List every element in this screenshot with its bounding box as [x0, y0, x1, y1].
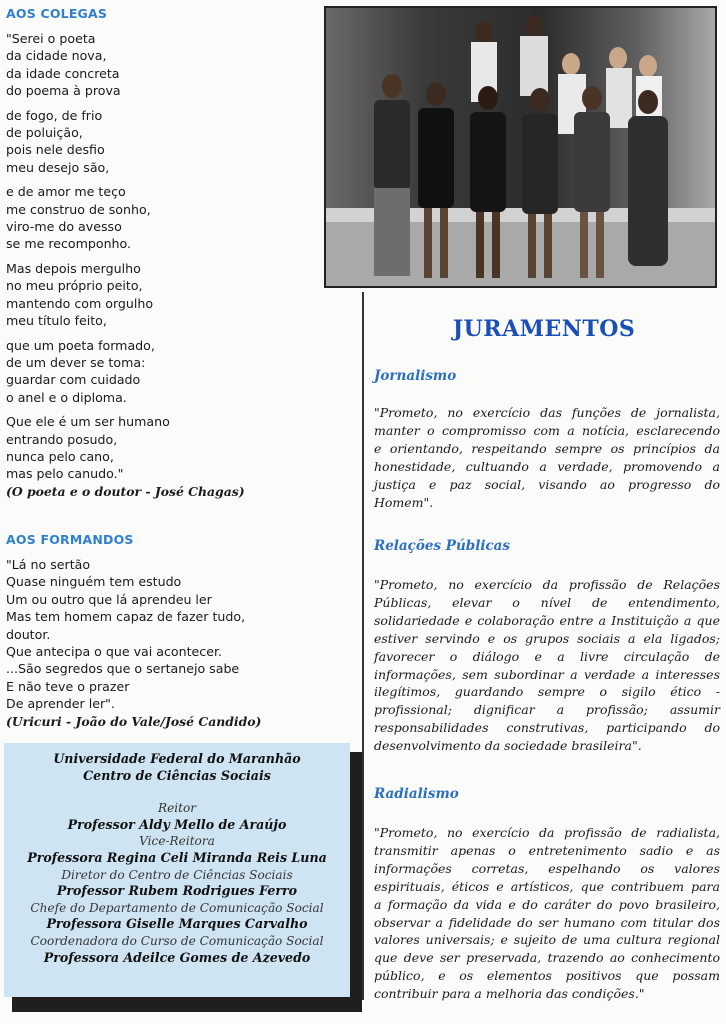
aos-colegas-heading: AOS COLEGAS — [6, 6, 108, 21]
section-heading-radialismo: Radialismo — [374, 786, 459, 802]
poem-line: mantendo com orgulho — [6, 295, 154, 311]
oath-line: justiça e paz social, visando ao progresso do — [374, 476, 720, 492]
oath-line: Homem". — [374, 494, 434, 510]
oath-line: Públicas, elevar o nível de entendimento, — [374, 594, 720, 610]
poem-line: de poluição, — [6, 125, 83, 141]
credit-role: Diretor do Centro de Ciências Sociais — [61, 867, 293, 882]
poem-line: da idade concreta — [6, 65, 120, 81]
poem-line: De aprender ler". — [6, 696, 115, 712]
poem-line: no meu próprio peito, — [6, 278, 143, 294]
poem-line: me construo de sonho, — [6, 201, 151, 217]
poem-line: entrando posudo, — [6, 431, 118, 447]
oath-line: ilegítimos, guardando sempre o sigilo ético - — [374, 684, 720, 700]
center-name: Centro de Ciências Sociais — [83, 767, 271, 783]
poem-attribution: (O poeta e o doutor - José Chagas) — [6, 483, 245, 499]
credit-person: Professora Adeilce Gomes de Azevedo — [43, 949, 311, 965]
oath-line: informações corretas, espelhando os valores — [374, 860, 720, 876]
poem-line: meu título feito, — [6, 313, 107, 329]
section-heading-relacoes-publicas: Relações Públicas — [374, 538, 511, 554]
university-name: Universidade Federal do Maranhão — [53, 751, 301, 766]
page-title: JURAMENTOS — [452, 316, 636, 342]
poem-line: viro-me do avesso — [6, 219, 122, 235]
poem-stanza — [6, 183, 245, 253]
credit-role: Chefe do Departamento de Comunicação Social — [30, 900, 324, 915]
poem-line: "Serei o poeta — [6, 31, 96, 46]
oath-line: e orientando, respeitando sempre os princípios da — [374, 440, 720, 456]
aos-formandos-heading: AOS FORMANDOS — [6, 532, 134, 547]
oath-line: "Prometo, no exercício da profissão de Relações — [374, 577, 720, 592]
credit-role: Reitor — [157, 801, 197, 816]
group-photo — [324, 6, 717, 288]
oath-radialismo — [374, 824, 720, 1003]
credit-person: Professor Aldy Mello de Araújo — [67, 816, 287, 832]
poem-line: de fogo, de frio — [6, 107, 103, 123]
poem-line: Mas depois mergulho — [6, 260, 141, 276]
poem-line: e de amor me teço — [6, 184, 126, 200]
oath-line: estiver servindo e os grupos sociais a ela ligados; — [374, 630, 720, 646]
credit-role: Coordenadora do Curso de Comunicação Social — [30, 933, 324, 948]
poem-line: doutor. — [6, 626, 51, 642]
credits-box — [4, 743, 350, 997]
column-divider — [362, 292, 364, 1000]
oath-line: que deve ser preservada, trazendo ao conhecimento — [374, 950, 720, 966]
oath-line: transmitir apenas o entretenimento sadio e as — [374, 842, 720, 858]
oath-line: contribuir para a melhoria das condições." — [374, 986, 645, 1002]
oath-line: honestidade, cultuando a verdade, promovendo a — [374, 458, 720, 474]
oath-jornalismo — [374, 404, 720, 511]
oath-line: "Prometo, no exercício das funções de jornalista, — [374, 405, 720, 420]
poem-line: Um ou outro que lá aprendeu ler — [6, 591, 212, 607]
poem-stanza — [6, 260, 245, 330]
credit-person: Professor Rubem Rodrigues Ferro — [56, 883, 298, 899]
oath-line: profissional; dignificar a profissão; assumir — [374, 702, 720, 718]
poem-line: Quase ninguém tem estudo — [6, 574, 182, 590]
poem-line: ...São segredos que o sertanejo sabe — [6, 661, 240, 677]
poem-stanza — [6, 413, 245, 500]
oath-line: desenvolvimento da sociedade brasileira". — [374, 738, 642, 754]
aos-formandos-poem — [6, 556, 261, 730]
poem-stanza — [6, 30, 245, 100]
poem-line: nunca pelo cano, — [6, 448, 114, 464]
poem-line: de um dever se toma: — [6, 354, 146, 370]
oath-line: solidariedade e colaboração entre a Instituição a que — [374, 612, 720, 628]
poem-line: mas pelo canudo." — [6, 466, 124, 482]
poem-line: Que antecipa o que vai acontecer. — [6, 644, 222, 660]
oath-line: observar a fidelidade do ser humano com titular dos — [374, 914, 720, 930]
credit-person: Professora Regina Celi Miranda Reis Luna — [27, 849, 327, 865]
poem-attribution: (Uricuri - João do Vale/José Candido) — [6, 713, 262, 729]
poem-line: que um poeta formado, — [6, 337, 155, 353]
poem-stanza — [6, 107, 245, 177]
poem-line: o anel e o diploma. — [6, 389, 127, 405]
credit-person: Professora Giselle Marques Carvalho — [46, 916, 308, 932]
credits-gap — [4, 784, 350, 800]
oath-line: a formação da vida e do caráter do povo brasileiro, — [374, 896, 720, 912]
poem-line: E não teve o prazer — [6, 678, 130, 694]
section-heading-jornalismo: Jornalismo — [374, 368, 457, 384]
poem-line: pois nele desfio — [6, 142, 105, 158]
oath-relacoes-publicas — [374, 576, 720, 755]
poem-line: se me recomponho. — [6, 236, 132, 252]
poem-line: da cidade nova, — [6, 48, 107, 64]
aos-colegas-poem — [6, 30, 245, 500]
group-photo-figures — [326, 8, 715, 286]
oath-line: manter o compromisso com a notícia, esclarecendo — [374, 422, 720, 438]
poem-line: "Lá no sertão — [6, 557, 91, 572]
oath-line: informações, sem subordinar a verdade a interesses — [374, 666, 720, 682]
oath-line: público, e os elementos positivos que possam — [374, 968, 720, 984]
oath-line: favorecer o diálogo e a livre circulação de — [374, 648, 720, 664]
poem-line: Que ele é um ser humano — [6, 414, 170, 430]
poem-line: do poema à prova — [6, 83, 121, 99]
poem-line: meu desejo são, — [6, 159, 110, 175]
poem-line: guardar com cuidado — [6, 372, 141, 388]
oath-line: responsabilidades construtivas, participando do — [374, 720, 720, 736]
oath-line: espirituais, éticos e artísticos, que contribuem para — [374, 878, 720, 894]
oath-line: "Prometo, no exercício da profissão de radialista, — [374, 825, 720, 840]
oath-line: valores universais; e sujeito de uma cultura regional — [374, 932, 720, 948]
credit-role: Vice-Reitora — [139, 834, 215, 849]
poem-line: Mas tem homem capaz de fazer tudo, — [6, 609, 246, 625]
poem-stanza — [6, 337, 245, 407]
